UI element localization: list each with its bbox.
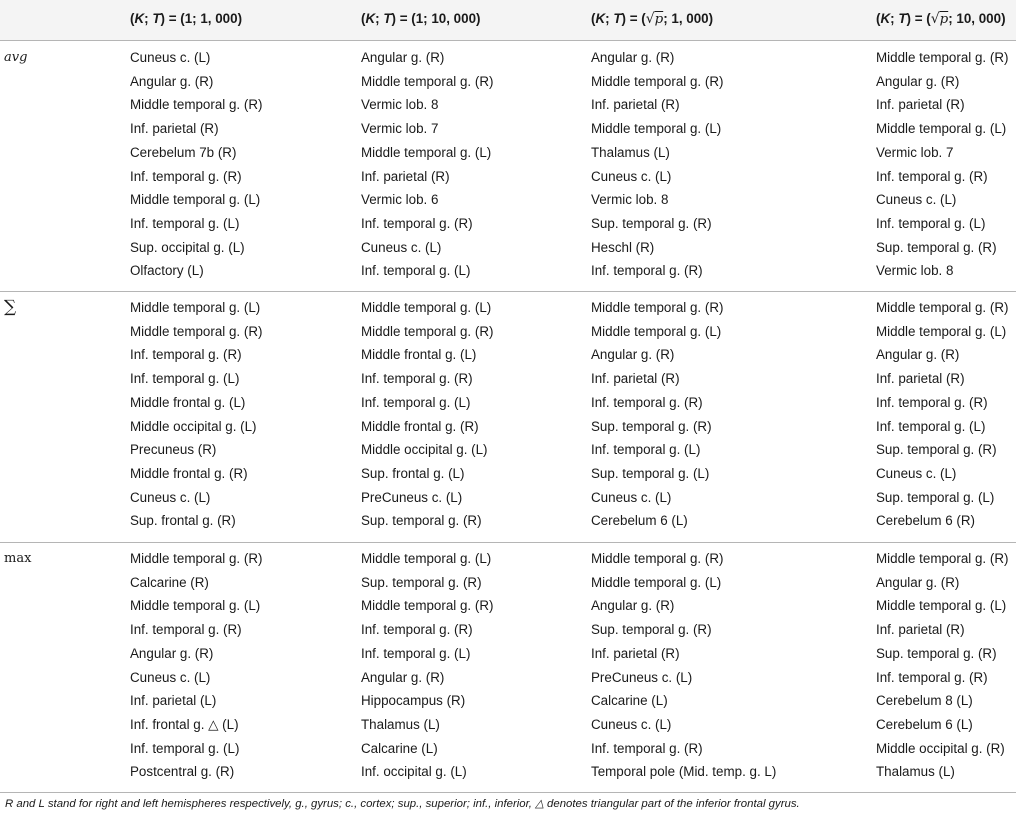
table-cell: Middle temporal g. (L) xyxy=(130,192,261,207)
table-cell: Inf. temporal g. (R) xyxy=(591,741,703,756)
table-cell: Sup. frontal g. (L) xyxy=(361,466,465,481)
table-cell: Middle temporal g. (R) xyxy=(130,324,263,339)
table-cell: Cuneus c. (L) xyxy=(130,670,211,685)
table-cell: Angular g. (R) xyxy=(591,598,675,613)
table-cell: Cuneus c. (L) xyxy=(591,169,672,184)
table-cell: Inf. parietal (R) xyxy=(876,371,965,386)
table-cell: Cuneus c. (L) xyxy=(591,717,672,732)
table-cell: Middle frontal g. (R) xyxy=(130,466,248,481)
table-cell: Angular g. (R) xyxy=(876,575,960,590)
table-cell: Middle temporal g. (R) xyxy=(591,300,724,315)
table-cell: Sup. temporal g. (R) xyxy=(591,622,712,637)
table-cell: Middle temporal g. (R) xyxy=(876,551,1009,566)
table-cell: Precuneus (R) xyxy=(130,442,217,457)
table-cell: Middle temporal g. (L) xyxy=(361,145,492,160)
table-cell: Sup. temporal g. (R) xyxy=(361,513,482,528)
table-cell: Thalamus (L) xyxy=(361,717,440,732)
group-label-avg: avg xyxy=(4,50,28,65)
table-cell: Middle temporal g. (R) xyxy=(130,97,263,112)
table-cell: Sup. temporal g. (L) xyxy=(876,490,995,505)
table-cell: Inf. temporal g. (R) xyxy=(876,670,988,685)
table-cell: Inf. temporal g. (R) xyxy=(876,169,988,184)
table-cell: Inf. occipital g. (L) xyxy=(361,764,467,779)
table-cell: Vermic lob. 7 xyxy=(876,145,954,160)
table-cell: Cuneus c. (L) xyxy=(130,50,211,65)
table-cell: Inf. temporal g. (R) xyxy=(130,169,242,184)
header-col-1: (K; T) = (1; 1, 000) xyxy=(130,11,243,26)
table-cell: Cerebelum 7b (R) xyxy=(130,145,237,160)
table-cell: Inf. temporal g. (L) xyxy=(876,216,986,231)
table-cell: Middle temporal g. (L) xyxy=(130,598,261,613)
table-cell: Inf. parietal (L) xyxy=(130,693,217,708)
table-cell: Middle temporal g. (R) xyxy=(361,74,494,89)
group-label-sum: ∑ xyxy=(4,297,17,317)
table-cell: Inf. temporal g. (L) xyxy=(130,371,240,386)
table-cell: Vermic lob. 8 xyxy=(361,97,439,112)
table-cell: Inf. temporal g. (L) xyxy=(361,263,471,278)
table-header xyxy=(0,0,1016,41)
group-separator xyxy=(0,542,1016,543)
table-cell: Vermic lob. 7 xyxy=(361,121,439,136)
table-cell: Middle temporal g. (L) xyxy=(130,300,261,315)
table-cell: Inf. temporal g. (L) xyxy=(130,216,240,231)
table-cell: Middle temporal g. (L) xyxy=(591,575,722,590)
table-cell: Inf. temporal g. (L) xyxy=(361,395,471,410)
table-cell: Inf. temporal g. (R) xyxy=(130,347,242,362)
header-col-4: (K; T) = (√p; 10, 000) xyxy=(876,11,1006,27)
table-cell: Inf. temporal g. (R) xyxy=(361,371,473,386)
table-cell: Temporal pole (Mid. temp. g. L) xyxy=(591,764,777,779)
table-cell: Vermic lob. 8 xyxy=(876,263,954,278)
table-cell: Middle frontal g. (R) xyxy=(361,419,479,434)
table-cell: Olfactory (L) xyxy=(130,263,204,278)
group-separator xyxy=(0,291,1016,292)
table-cell: Sup. frontal g. (R) xyxy=(130,513,236,528)
table-cell: Cerebelum 6 (L) xyxy=(591,513,688,528)
table-cell: Middle temporal g. (R) xyxy=(130,551,263,566)
table-cell: Angular g. (R) xyxy=(876,347,960,362)
table-cell: Inf. temporal g. (R) xyxy=(361,622,473,637)
table-cell: Cuneus c. (L) xyxy=(591,490,672,505)
table-cell: Middle occipital g. (R) xyxy=(876,741,1005,756)
table-cell: Sup. temporal g. (R) xyxy=(361,575,482,590)
table-cell: PreCuneus c. (L) xyxy=(361,490,463,505)
table-cell: Angular g. (R) xyxy=(130,646,214,661)
table-cell: Vermic lob. 8 xyxy=(591,192,669,207)
table-cell: Inf. temporal g. (R) xyxy=(130,622,242,637)
table-cell: Cuneus c. (L) xyxy=(876,466,957,481)
table-cell: Inf. temporal g. (R) xyxy=(361,216,473,231)
table-cell: PreCuneus c. (L) xyxy=(591,670,693,685)
table-cell: Angular g. (R) xyxy=(361,670,445,685)
table-cell: Sup. temporal g. (R) xyxy=(876,442,997,457)
table-cell: Sup. temporal g. (R) xyxy=(591,419,712,434)
table-cell: Inf. parietal (R) xyxy=(361,169,450,184)
table-cell: Middle temporal g. (L) xyxy=(876,598,1007,613)
table-footer-rule xyxy=(0,792,1016,793)
table-cell: Calcarine (R) xyxy=(130,575,209,590)
table-cell: Sup. temporal g. (R) xyxy=(591,216,712,231)
table-cell: Hippocampus (R) xyxy=(361,693,466,708)
table-cell: Cerebelum 6 (L) xyxy=(876,717,973,732)
table-cell: Angular g. (R) xyxy=(591,347,675,362)
table-cell: Middle temporal g. (L) xyxy=(591,121,722,136)
table-cell: Middle temporal g. (R) xyxy=(591,551,724,566)
table-cell: Middle temporal g. (R) xyxy=(591,74,724,89)
table-cell: Sup. temporal g. (R) xyxy=(876,240,997,255)
table-cell: Middle temporal g. (R) xyxy=(876,300,1009,315)
table-cell: Middle temporal g. (R) xyxy=(876,50,1009,65)
table-cell: Postcentral g. (R) xyxy=(130,764,235,779)
header-col-3: (K; T) = (√p; 1, 000) xyxy=(591,11,714,27)
table-cell: Angular g. (R) xyxy=(361,50,445,65)
table-cell: Middle temporal g. (L) xyxy=(361,551,492,566)
table-cell: Vermic lob. 6 xyxy=(361,192,439,207)
table-cell: Cerebelum 8 (L) xyxy=(876,693,973,708)
table-cell: Inf. parietal (R) xyxy=(130,121,219,136)
table-cell: Inf. parietal (R) xyxy=(591,371,680,386)
table-cell: Inf. parietal (R) xyxy=(591,97,680,112)
table-cell: Inf. parietal (R) xyxy=(876,622,965,637)
table-cell: Middle temporal g. (R) xyxy=(361,598,494,613)
table-cell: Thalamus (L) xyxy=(591,145,670,160)
table-cell: Inf. temporal g. (L) xyxy=(361,646,471,661)
table-cell: Middle occipital g. (L) xyxy=(361,442,488,457)
header-col-2: (K; T) = (1; 10, 000) xyxy=(361,11,481,26)
table-cell: Inf. temporal g. (R) xyxy=(876,395,988,410)
table-cell: Middle frontal g. (L) xyxy=(130,395,246,410)
table-cell: Sup. temporal g. (L) xyxy=(591,466,710,481)
table-cell: Angular g. (R) xyxy=(130,74,214,89)
table-cell: Cuneus c. (L) xyxy=(130,490,211,505)
table-cell: Middle temporal g. (L) xyxy=(591,324,722,339)
table-cell: Thalamus (L) xyxy=(876,764,955,779)
group-label-max: max xyxy=(4,551,32,566)
table-cell: Angular g. (R) xyxy=(591,50,675,65)
table-cell: Inf. parietal (R) xyxy=(591,646,680,661)
table-cell: Inf. frontal g. △ (L) xyxy=(130,717,239,732)
table-cell: Inf. parietal (R) xyxy=(876,97,965,112)
table-cell: Middle temporal g. (L) xyxy=(876,121,1007,136)
table-cell: Cuneus c. (L) xyxy=(361,240,442,255)
table-cell: Middle occipital g. (L) xyxy=(130,419,257,434)
table-cell: Cerebelum 6 (R) xyxy=(876,513,975,528)
table-cell: Inf. temporal g. (L) xyxy=(591,442,701,457)
table-cell: Heschl (R) xyxy=(591,240,655,255)
table-footnote: R and L stand for right and left hemispheres respectively, g., gyrus; c., cortex; sup., superior; inf., inferior, △ denotes triangular part of the inferior frontal gyrus. xyxy=(5,798,800,810)
table-cell: Middle frontal g. (L) xyxy=(361,347,477,362)
table-cell: Calcarine (L) xyxy=(591,693,668,708)
table-cell: Inf. temporal g. (R) xyxy=(591,263,703,278)
table-cell: Calcarine (L) xyxy=(361,741,438,756)
table-cell: Sup. occipital g. (L) xyxy=(130,240,245,255)
table-cell: Inf. temporal g. (R) xyxy=(591,395,703,410)
table-cell: Sup. temporal g. (R) xyxy=(876,646,997,661)
table-cell: Cuneus c. (L) xyxy=(876,192,957,207)
table-cell: Angular g. (R) xyxy=(876,74,960,89)
table-cell: Inf. temporal g. (L) xyxy=(130,741,240,756)
table-cell: Middle temporal g. (L) xyxy=(876,324,1007,339)
table-cell: Inf. temporal g. (L) xyxy=(876,419,986,434)
table-cell: Middle temporal g. (R) xyxy=(361,324,494,339)
table-cell: Middle temporal g. (L) xyxy=(361,300,492,315)
